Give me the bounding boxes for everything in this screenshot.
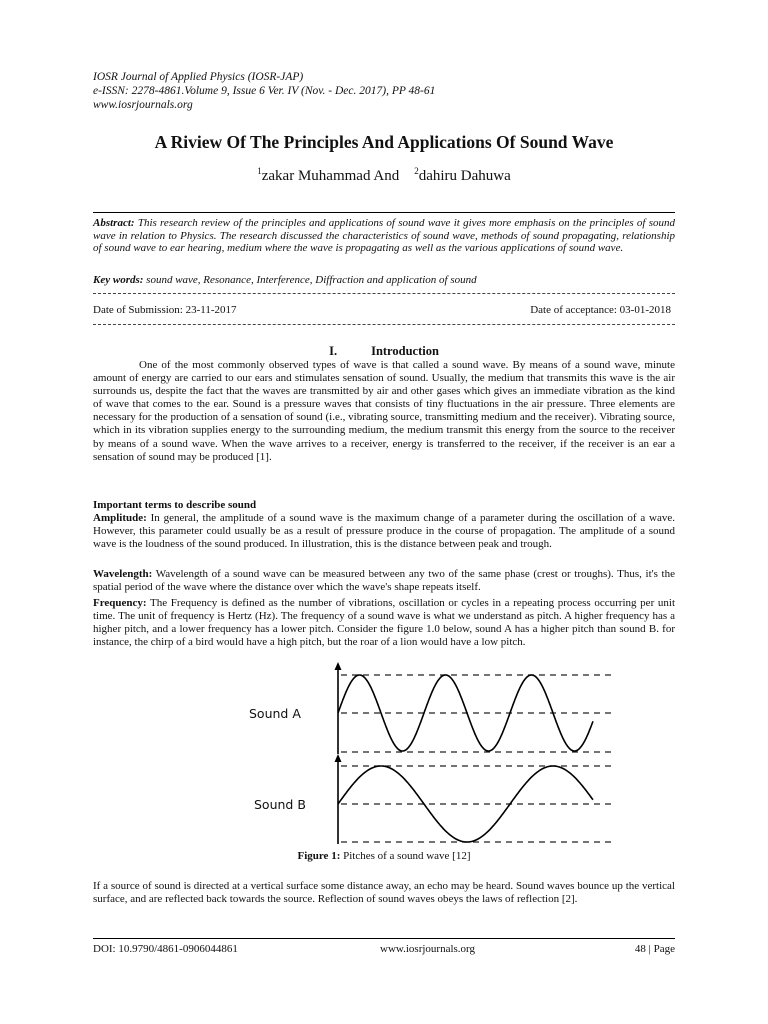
figure-caption (93, 850, 675, 862)
terms-heading: Important terms to describe sound (93, 499, 257, 511)
page-footer (93, 943, 675, 955)
author2-name: dahiru Dahuwa (418, 168, 511, 184)
frequency-text: The Frequency is defined as the number of vibrations, oscillation or cycles in a repeating process occurring per unit time. The unit of frequency is Hertz (Hz). The frequency of a sound wave is what we understand as pitch. A higher frequency has a higher pitch, and a lower frequency has a lower pitch. Consider the figure 1.0 below, sound A has a higher pitch than sound B. for instance, the chirp of a bird would have a high pitch, but the roar of a lion would have a low pitch. (93, 597, 675, 649)
paper-title: A Riview Of The Principles And Applications Of Sound Wave (154, 132, 614, 152)
intro-paragraph: One of the most commonly observed types of wave is that called a sound wave. By means of a sound wave, minute amount of energy are carried to our ears and stimulates sensation of sound. Usually, the medium that transmits this wave is the air surrounds us, despite the fact that the waves are transmitted by air and other gases which gives an immediate vibration as the kind of wave that comes to the ear. Sound is a pressure waves that consists of tiny fluctuations in the air pressure. Three elements are necessary for the production of a sensation of sound (i.e., vibrating source, transmitting medium and the receiver). Vibrating source, which in its vibration supplies energy to the surrounding medium, the medium transmit this energy from the source to the receiver by means of a sound wave. When the wave arrives to a receiver, energy is transferred to the receiver, if the receiver is an ear a sensation of sound may be produced [1]. (93, 359, 675, 463)
abstract (93, 217, 675, 255)
section-title: Introduction (371, 344, 439, 358)
wavelength-label: Wavelength: (93, 568, 153, 580)
section-number: I. (329, 344, 338, 358)
footer-rule (93, 938, 675, 939)
author1-affiliation: 1 (257, 166, 262, 176)
sound-wave-figure (331, 662, 621, 846)
journal-issn: e-ISSN: 2278-4861.Volume 9, Issue 6 Ver. IV (Nov. - Dec. 2017), PP 48-61 (93, 85, 436, 97)
wavelength-text: Wavelength of a sound wave can be measured between any two of the same phase (crest or troughs). Thus, it's the spatial period of the wave where the distance over which the wave's shape repeats itself. (93, 568, 675, 594)
amplitude-label: Amplitude: (93, 512, 147, 524)
frequency-label: Frequency: (93, 597, 147, 609)
amplitude-text: In general, the amplitude of a sound wave is the maximum change of a parameter during the oscillation of a wave. However, this parameter could usually be as a result of pressure produce in the course of propagation. The amplitude of a sound wave is the loudness of the sound produced. In illustration, this is the distance between peak and trough. (93, 512, 675, 551)
journal-site: www.iosrjournals.org (93, 99, 193, 111)
submission-date: Date of Submission: 23-11-2017 (93, 304, 237, 316)
dates-row (93, 304, 675, 316)
abstract-text: This research review of the principles and applications of sound wave it gives more emphasis on the principles of sound wave in relation to Physics. The research discussed the characteristics of sound wave, methods of sound propagating, relationship of sound wave to ear hearing, medium where the wave is propagating as well as the various applications of sound wave. (93, 217, 675, 255)
journal-name: IOSR Journal of Applied Physics (IOSR-JAP) (93, 71, 304, 83)
footer-doi: DOI: 10.9790/4861-0906044861 (93, 943, 238, 955)
figure-caption-label: Figure 1: (297, 850, 341, 862)
author-line (93, 166, 675, 185)
footer-site: www.iosrjournals.org (380, 943, 476, 955)
sound-b-label: Sound B (254, 797, 306, 812)
author2-affiliation: 2 (414, 166, 419, 176)
sound-a-label: Sound A (249, 706, 301, 721)
author1-name: zakar Muhammad And (261, 168, 400, 184)
section-heading (93, 344, 675, 359)
amplitude-paragraph (93, 512, 675, 551)
abstract-top-rule (93, 212, 675, 213)
wave-a-axis-arrow (335, 662, 342, 670)
dates-top-divider (93, 293, 675, 294)
footer-page: 48 | Page (634, 943, 675, 955)
keywords-label: Key words: (93, 274, 144, 286)
keywords (93, 274, 675, 286)
dates-bottom-divider (93, 324, 675, 325)
acceptance-date: Date of acceptance: 03-01-2018 (530, 304, 671, 316)
frequency-paragraph (93, 597, 675, 649)
wavelength-paragraph (93, 568, 675, 594)
echo-paragraph: If a source of sound is directed at a vertical surface some distance away, an echo may be heard. Sound waves bounce up the vertical surface, and are reflected back towards the source. Reflection of sound waves obeys the laws of reflection [2]. (93, 880, 675, 906)
figure-caption-text: Pitches of a sound wave [12] (340, 850, 471, 862)
abstract-label: Abstract: (93, 217, 135, 229)
wave-b-axis-arrow (335, 754, 342, 762)
keywords-text: sound wave, Resonance, Interference, Diffraction and application of sound (143, 274, 477, 286)
